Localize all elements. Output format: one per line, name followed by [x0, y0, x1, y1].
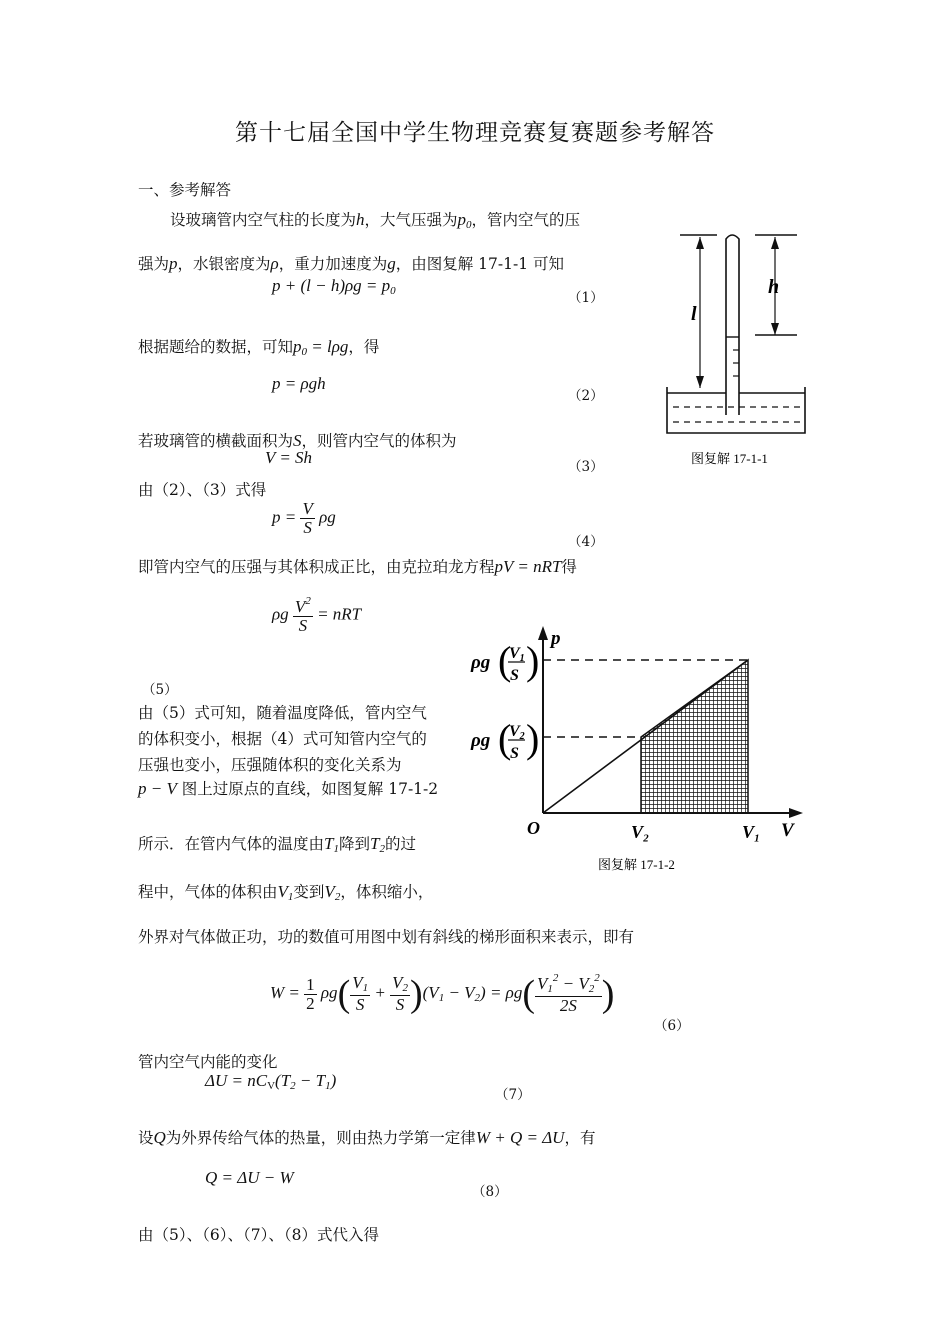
equation-4: p = $\frac{V}{S}$ ρg — [272, 499, 336, 537]
section-heading: 一、参考解答 — [138, 181, 232, 199]
figure-2-caption: 图复解 17-1-2 — [598, 857, 675, 872]
svg-text:V1: V1 — [509, 645, 525, 664]
equation-number: （6） — [654, 1018, 690, 1034]
paragraph-line: 程中，气体的体积由$V_1$变到$V_2$，体积缩小， — [138, 882, 434, 903]
equation-number: （3） — [568, 459, 604, 475]
label-h: h — [768, 276, 780, 298]
origin-label: O — [527, 818, 540, 838]
svg-text:S: S — [510, 745, 519, 762]
equation-8: Q = ΔU − W — [205, 1168, 294, 1187]
equation-number: （7） — [495, 1087, 531, 1103]
equation-7: $\Delta U = nC_V(T_2 - T_1)$ — [205, 1071, 337, 1092]
equation-5: ρg $\frac{V^2}{S}$ = nRT — [272, 595, 362, 635]
paragraph-line: 所示．在管内气体的温度由$T_1$降到$T_2$的过 — [138, 834, 416, 855]
paragraph-line: 若玻璃管的横截面积为S，则管内空气的体积为 — [138, 431, 457, 450]
equation-number: （4） — [568, 534, 604, 550]
paragraph-line: 管内空气内能的变化 — [138, 1053, 278, 1071]
figure-pv-graph — [465, 620, 815, 882]
paragraph-line: 压强也变小，压强随体积的变化关系为 — [138, 756, 402, 774]
tick-label-v1: V₁ — [742, 822, 761, 842]
x-axis-label: V — [781, 820, 794, 841]
paragraph-line: 的体积变小，根据（4）式可知管内空气的 — [138, 730, 427, 748]
paragraph-line: 设Q为外界传给气体的热量，则由热力学第一定律W + Q = ΔU，有 — [138, 1128, 596, 1147]
paragraph-line: p − V 图上过原点的直线，如图复解 17-1-2 — [138, 779, 439, 798]
svg-text:ρg: ρg — [471, 652, 491, 673]
equation-6: W = $\frac{1}{2}$ ρg( $\frac{V_1}{S}$ + $\frac{V_2}{S}$ )$(V_1 - V_2) = \rho g$( $\frac{V_1^2 - V_2^2}{2S}$ ) — [270, 972, 615, 1015]
paragraph-line: 由（5）式可知，随着温度降低，管内空气 — [138, 704, 427, 722]
paragraph-line: 即管内空气的压强与其体积成正比，由克拉珀龙方程pV = nRT得 — [138, 557, 577, 576]
svg-text:(: ( — [498, 638, 512, 683]
paragraph-line: 由（2）、（3）式得 — [138, 481, 267, 499]
page-title: 第十七届全国中学生物理竞赛复赛题参考解答 — [235, 120, 715, 146]
equation-number: （2） — [568, 388, 604, 404]
paragraph-line: 强为p，水银密度为ρ，重力加速度为g，由图复解 17-1-1 可知 — [138, 254, 564, 273]
equation-number: （5） — [142, 682, 178, 698]
y-axis-label: p — [551, 628, 561, 649]
paragraph-line: 外界对气体做正功，功的数值可用图中划有斜线的梯形面积来表示，即有 — [138, 928, 635, 946]
equation-number: （1） — [568, 290, 604, 306]
svg-text:S: S — [510, 667, 519, 684]
figure-1-caption: 图复解 17-1-1 — [691, 451, 768, 466]
svg-text:): ) — [526, 638, 540, 683]
equation-3: V = Sh — [265, 448, 313, 467]
paragraph-line: 根据题给的数据，可知$p_0 = l\rho g$，得 — [138, 337, 380, 358]
figure-tube-diagram — [655, 225, 815, 470]
equation-2: p = ρgh — [272, 374, 326, 393]
svg-text:ρg: ρg — [471, 730, 491, 751]
svg-text:): ) — [526, 716, 540, 761]
equation-number: （8） — [472, 1184, 508, 1200]
label-l: l — [691, 303, 697, 325]
paragraph-line: 设玻璃管内空气柱的长度为h，大气压强为$p_0$，管内空气的压 — [170, 210, 581, 231]
svg-text:V2: V2 — [509, 723, 525, 742]
equation-1: $p + (l - h)\rho g = p_0$ — [272, 276, 396, 297]
tick-label-v2: V₂ — [631, 822, 650, 842]
paragraph-line: 由（5）、（6）、（7）、（8）式代入得 — [138, 1226, 379, 1244]
svg-text:(: ( — [498, 716, 512, 761]
